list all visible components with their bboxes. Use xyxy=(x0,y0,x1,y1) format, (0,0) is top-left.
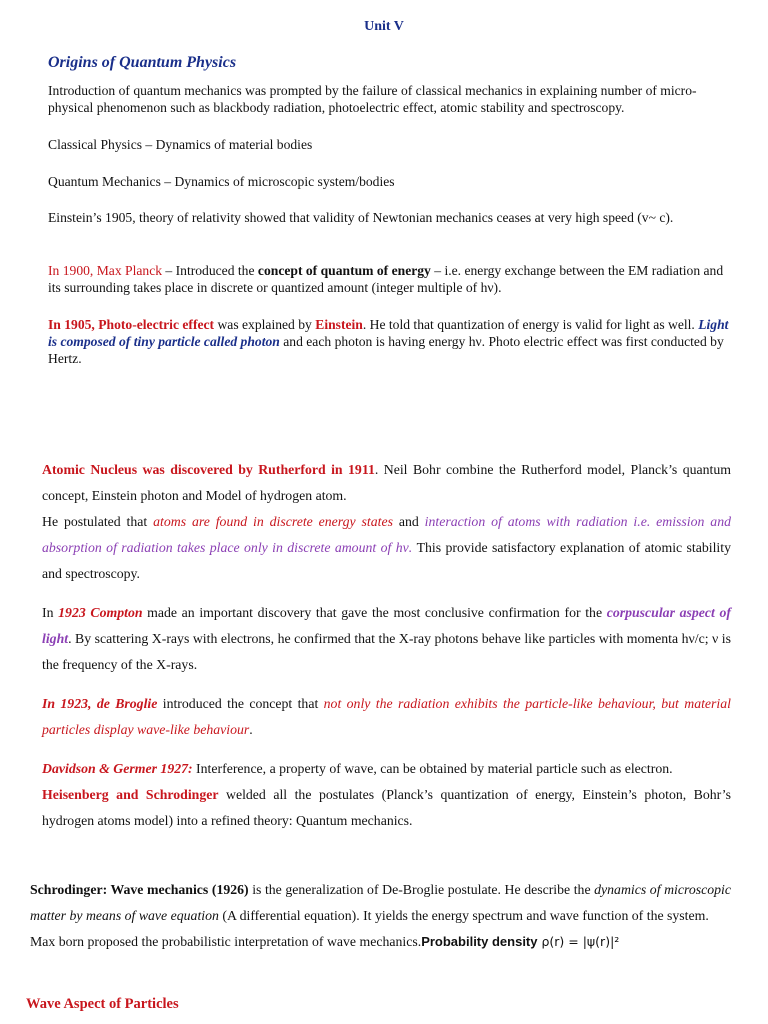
radiation-interaction-text: interaction of atoms with radiation i.e. emission and absorption of radiation takes place only in discrete amount of hν. xyxy=(42,514,731,555)
schrodinger-lead: Schrodinger: Wave mechanics (1926) xyxy=(30,882,249,897)
planck-paragraph: In 1900, Max Planck – Introduced the concept of quantum of energy – i.e. energy exchange between the EM radiation and its surrounding takes place in discrete or quantized amount (integer multiple of hν). xyxy=(48,263,724,295)
de-broglie-paragraph: In 1923, de Broglie introduced the concept that not only the radiation exhibits the particle-like behaviour, but material particles display wave-like behaviour. xyxy=(42,696,731,737)
unit-label: Unit V xyxy=(364,19,404,34)
einstein-relativity-paragraph: Einstein’s 1905, theory of relativity showed that validity of Newtonian mechanics ceases at very high speed (v~ c). xyxy=(48,210,674,225)
page-title: Origins of Quantum Physics xyxy=(48,54,237,71)
wave-equation-text: dynamics of microscopic matter by means of wave equation xyxy=(30,882,731,923)
classical-physics-line: Classical Physics – Dynamics of material bodies xyxy=(48,137,313,152)
corpuscular-aspect-text: corpuscular aspect of light xyxy=(42,605,731,646)
rutherford-lead: Atomic Nucleus was discovered by Rutherford in 1911 xyxy=(42,462,375,477)
einstein-name: Einstein xyxy=(315,317,363,332)
intro-paragraph: Introduction of quantum mechanics was prompted by the failure of classical mechanics in explaining number of micro-physical phenomenon such as blackbody radiation, photoelectric effect, atomic stability and spectroscopy. xyxy=(48,83,697,115)
wave-like-statement: not only the radiation exhibits the particle-like behaviour, but material particles display wave-like behaviour xyxy=(42,696,731,737)
probability-density-label: Probability density xyxy=(421,934,538,949)
quantum-mechanics-line: Quantum Mechanics – Dynamics of microscopic system/bodies xyxy=(48,174,395,189)
discrete-states-text: atoms are found in discrete energy states xyxy=(153,514,393,529)
photon-statement: Light is composed of tiny particle called photon xyxy=(48,317,729,349)
schrodinger-paragraph: Schrodinger: Wave mechanics (1926) is the generalization of De-Broglie postulate. He describe the dynamics of microscopic matter by means of wave equation (A differential equation). It yields the energy spectrum and wave function of the system. Max born proposed the probabilistic interpretation of wave mechanics.Probability density ρ(r) = |ψ(r)|² xyxy=(30,882,731,949)
probability-density-formula: ρ(r) = |ψ(r)|² xyxy=(537,934,620,949)
compton-paragraph: In 1923 Compton made an important discovery that gave the most conclusive confirmation for the corpuscular aspect of light. By scattering X-rays with electrons, he confirmed that the X-ray photons behave like particles with momenta hν/c; ν is the frequency of the X-rays. xyxy=(42,605,731,672)
davidson-paragraph: Davidson & Germer 1927: Interference, a property of wave, can be obtained by material particle such as electron. Heisenberg and Schrodinger welded all the postulates (Planck’s quantization of energy, Einstein’s photon, Bohr’s hydrogen atoms model) into a refined theory: Quantum mechanics. xyxy=(42,761,731,828)
planck-lead: In 1900, Max Planck xyxy=(48,263,163,278)
heisenberg-lead: Heisenberg and Schrodinger xyxy=(42,787,219,802)
davidson-lead: Davidson & Germer 1927: xyxy=(42,761,193,776)
compton-lead: 1923 Compton xyxy=(58,605,143,620)
photoelectric-lead: In 1905, Photo-electric effect xyxy=(48,317,215,332)
quantum-energy-term: concept of quantum of energy xyxy=(257,263,431,278)
wave-aspect-heading: Wave Aspect of Particles xyxy=(26,996,179,1012)
photoelectric-paragraph: In 1905, Photo-electric effect was explained by Einstein. He told that quantization of energy is valid for light as well. Light is composed of tiny particle called photon and each photon is having energy hν. Photo electric effect was first conducted by Hertz. xyxy=(48,317,729,366)
bohr-paragraph: Atomic Nucleus was discovered by Rutherford in 1911. Neil Bohr combine the Rutherford model, Planck’s quantum concept, Einstein photon and Model of hydrogen atom. He postulated that atoms are found in discrete energy states and interaction of atoms with radiation i.e. emission and absorption of radiation takes place only in discrete amount of hν. This provide satisfactory explanation of atomic stability and spectroscopy. xyxy=(42,462,731,581)
de-broglie-lead: In 1923, de Broglie xyxy=(42,696,158,711)
